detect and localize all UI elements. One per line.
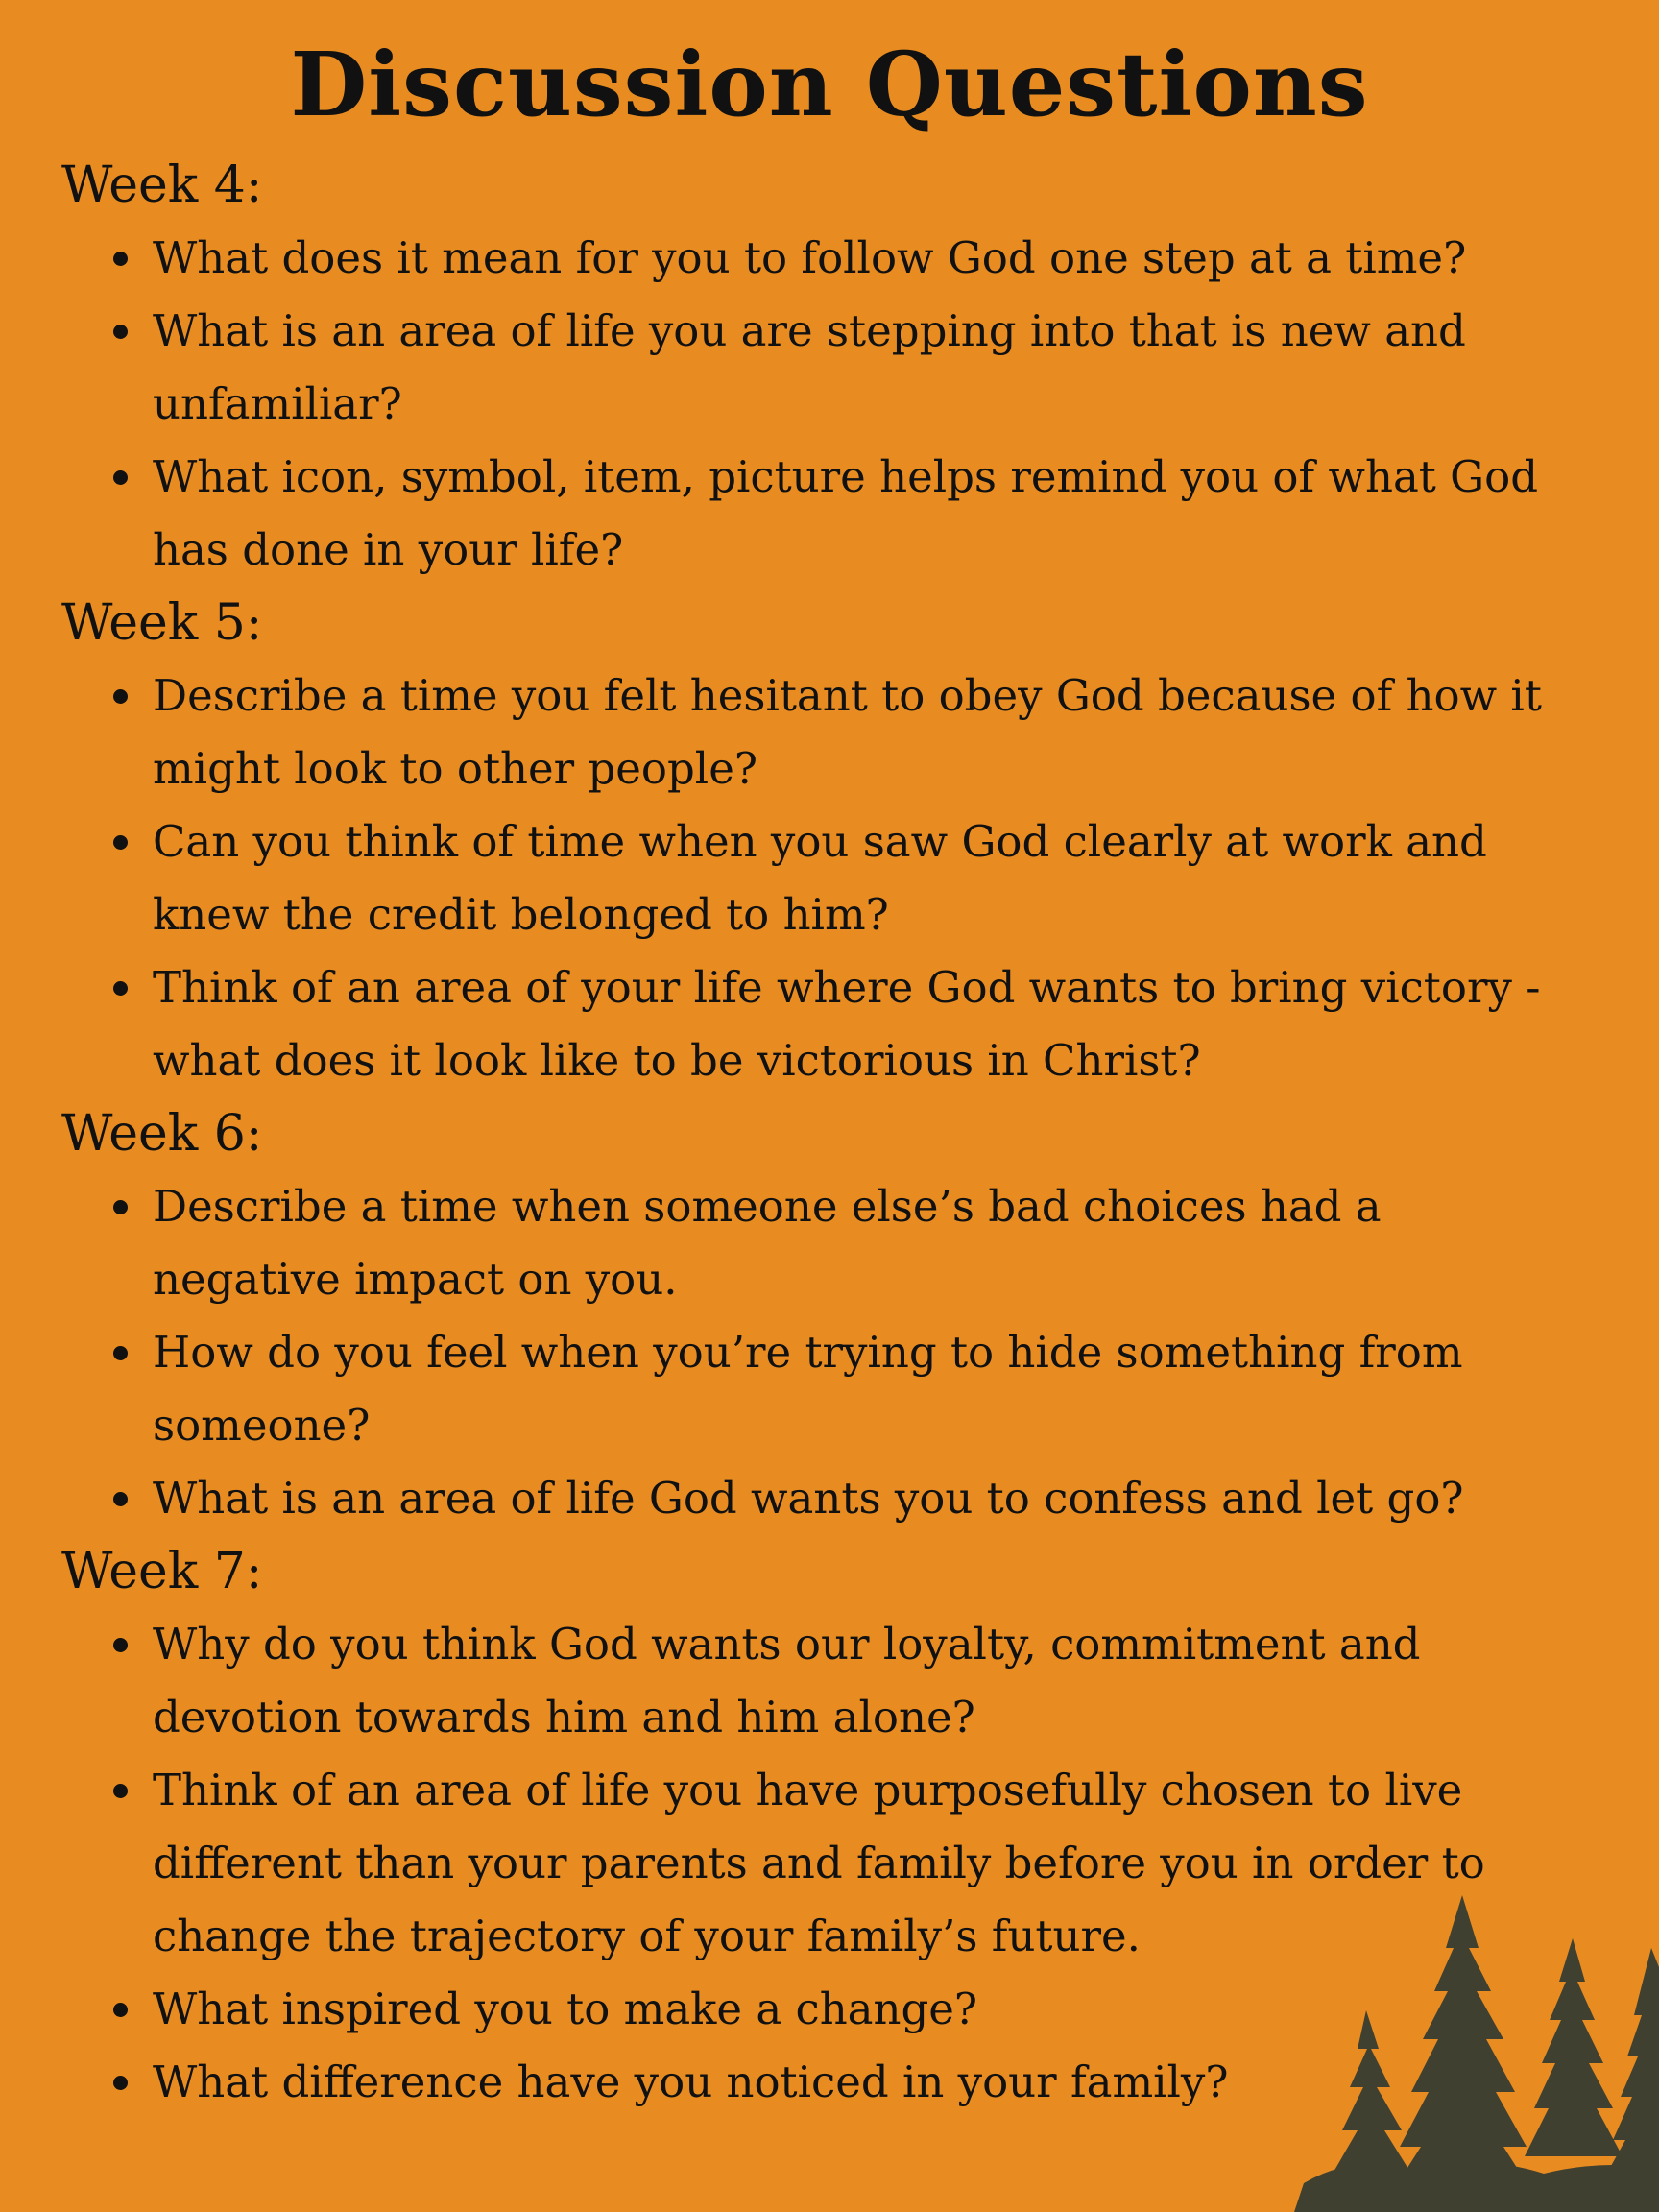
question-text: Describe a time when someone else’s bad choices had a negative impact on you.: [153, 1181, 1382, 1305]
page-title: Discussion Questions: [290, 33, 1369, 136]
list-item: [61, 222, 1564, 295]
week-heading: Week 6:: [61, 1105, 263, 1163]
week-section-6: [61, 1097, 1598, 1535]
pine-trees-icon: [1294, 1895, 1659, 2212]
question-text: Describe a time you felt hesitant to obey God because of how it might look to other people?: [153, 670, 1542, 794]
bullet-icon: [113, 689, 128, 704]
week-heading: Week 7:: [61, 1543, 263, 1600]
week-section-5: [61, 587, 1598, 1097]
question-text: What does it mean for you to follow God one step at a time?: [153, 232, 1467, 283]
week-heading: Week 5:: [61, 594, 263, 652]
bullet-icon: [113, 1492, 128, 1506]
question-text: What is an area of life God wants you to confess and let go?: [153, 1473, 1464, 1524]
question-text: What icon, symbol, item, picture helps remind you of what God has done in your life?: [153, 451, 1539, 575]
bullet-icon: [113, 2003, 128, 2017]
question-text: What difference have you noticed in your family?: [153, 2056, 1229, 2107]
bullet-icon: [113, 252, 128, 266]
question-text: What inspired you to make a change?: [153, 1984, 978, 2034]
question-text: What is an area of life you are stepping into that is new and unfamiliar?: [153, 305, 1466, 429]
list-item: [61, 1316, 1564, 1462]
list-item: [61, 660, 1564, 805]
question-text: Why do you think God wants our loyalty, commitment and devotion towards him and him alone?: [153, 1619, 1421, 1743]
list-item: [61, 295, 1564, 441]
week-section-4: [61, 149, 1598, 587]
bullet-icon: [113, 325, 128, 339]
question-list: [61, 222, 1598, 587]
bullet-icon: [113, 1784, 128, 1798]
list-item: [61, 1462, 1564, 1535]
bullet-icon: [113, 1638, 128, 1652]
bullet-icon: [113, 1346, 128, 1360]
list-item: [61, 1170, 1564, 1316]
question-text: Think of an area of your life where God wants to bring victory - what does it look like to be victorious in Christ?: [153, 962, 1541, 1086]
list-item: [61, 1608, 1564, 1754]
bullet-icon: [113, 1200, 128, 1214]
question-list: [61, 660, 1598, 1097]
bullet-icon: [113, 2076, 128, 2090]
list-item: [61, 441, 1564, 587]
question-list: [61, 1170, 1598, 1535]
week-heading: Week 4:: [61, 156, 263, 214]
question-text: Think of an area of life you have purposefully chosen to live different than your parents and family before you in order to change the trajectory of your family’s future.: [153, 1765, 1485, 1961]
bullet-icon: [113, 835, 128, 850]
list-item: [61, 951, 1564, 1097]
bullet-icon: [113, 981, 128, 996]
question-text: How do you feel when you’re trying to hide something from someone?: [153, 1327, 1463, 1451]
question-text: Can you think of time when you saw God clearly at work and knew the credit belonged to him?: [153, 816, 1487, 940]
bullet-icon: [113, 470, 128, 485]
list-item: [61, 805, 1564, 951]
questions-content: [61, 149, 1598, 2119]
